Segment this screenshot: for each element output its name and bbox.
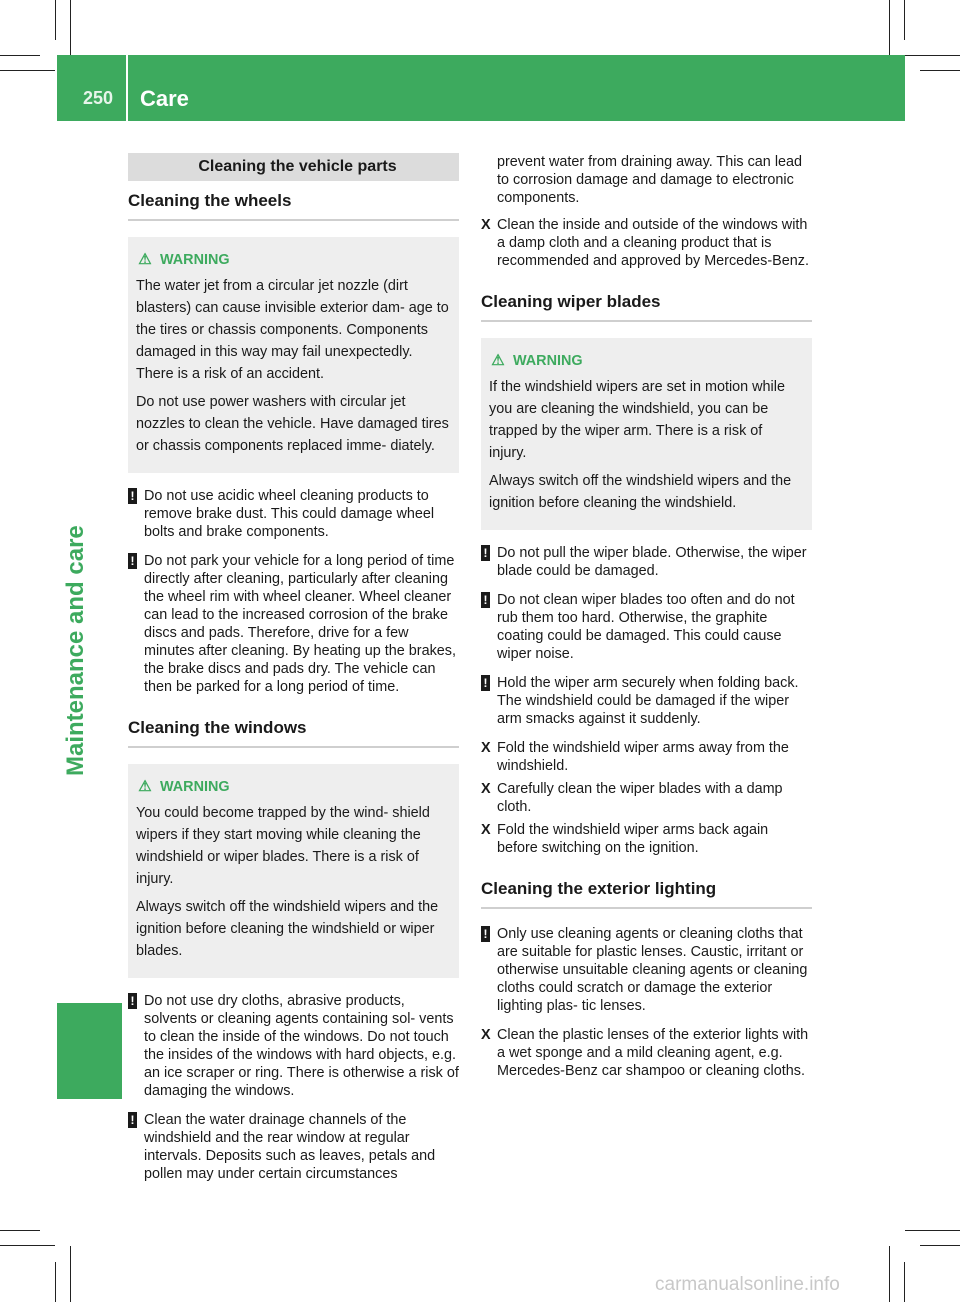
warning-text: You could become trapped by the wind- shield wipers if they start moving while cleaning the windshield or wiper blades. There is a risk of injury.	[136, 805, 430, 887]
header-divider	[126, 55, 128, 121]
crop-mark	[55, 1262, 56, 1302]
warning-triangle-icon: ⚠	[491, 352, 505, 369]
crop-mark	[904, 0, 905, 40]
warning-label: WARNING	[160, 779, 230, 795]
crop-mark	[70, 0, 71, 55]
step-item	[481, 739, 812, 775]
crop-mark	[0, 55, 40, 56]
step-item	[481, 216, 812, 270]
note-item	[128, 552, 459, 696]
subheading-wiper-blades: Cleaning wiper blades	[481, 292, 812, 322]
step-arrow-icon: X	[481, 1027, 491, 1043]
warning-text: The water jet from a circular jet nozzle (dirt blasters) can cause invisible exterior dam- age to the tires or chassis components. Components damaged in this way may fail unexpectedly. There is a risk of an accident.	[136, 278, 449, 382]
side-tab-label: Maintenance and care	[62, 525, 89, 776]
warning-box	[128, 237, 459, 473]
watermark-text: carmanualsonline.info	[655, 1274, 840, 1295]
step-item	[481, 780, 812, 816]
crop-mark	[905, 55, 960, 56]
note-text: Only use cleaning agents or cleaning cloths that are suitable for plastic lenses. Caustic, irritant or otherwise unsuitable cleaning agents or cleaning cloths could scratch or damage the exterior lighting plas- tic lenses.	[497, 926, 808, 1014]
exclamation-icon: !	[481, 926, 490, 942]
warning-triangle-icon: ⚠	[138, 251, 152, 268]
step-arrow-icon: X	[481, 781, 491, 797]
warning-text: Always switch off the windshield wipers and the ignition before cleaning the windshield or wiper blades.	[136, 899, 439, 959]
note-item	[128, 487, 459, 541]
left-column	[128, 153, 459, 1194]
note-item	[481, 544, 812, 580]
crop-mark	[0, 70, 55, 71]
note-item	[481, 925, 812, 1015]
note-item	[481, 591, 812, 663]
crop-mark	[905, 1230, 960, 1231]
crop-mark	[904, 1262, 905, 1302]
step-text: Fold the windshield wiper arms away from the windshield.	[497, 740, 789, 774]
crop-mark	[70, 1246, 71, 1302]
section-heading: Cleaning the vehicle parts	[128, 153, 459, 181]
crop-mark	[889, 1246, 890, 1302]
crop-mark	[55, 0, 56, 40]
warning-label: WARNING	[513, 353, 583, 369]
continued-text: prevent water from draining away. This can lead to corrosion damage and damage to electronic components.	[497, 154, 803, 206]
step-text: Fold the windshield wiper arms back again before switching on the ignition.	[497, 822, 769, 856]
exclamation-icon: !	[128, 553, 137, 569]
warning-title	[489, 350, 802, 372]
subheading-windows: Cleaning the windows	[128, 718, 459, 748]
crop-mark	[920, 70, 960, 71]
crop-mark	[889, 0, 890, 55]
warning-text: Always switch off the windshield wipers and the ignition before cleaning the windshield.	[489, 473, 792, 511]
note-item	[128, 1111, 459, 1183]
exclamation-icon: !	[481, 675, 490, 691]
note-text: Do not use dry cloths, abrasive products, solvents or cleaning agents containing sol- vents to clean the inside of the windows. Do not touch the insides of the windows with hard objects, e.g. an ice scraper or ring. There is otherwise a risk of damaging the windows.	[144, 993, 459, 1099]
warning-text: If the windshield wipers are set in motion while you are cleaning the windshield, you can be trapped by the wiper arm. There is a risk of injury.	[489, 379, 785, 461]
note-text: Do not clean wiper blades too often and do not rub them too hard. Otherwise, the graphite coating could be damaged. This could cause wiper noise.	[497, 592, 795, 662]
note-text: Do not pull the wiper blade. Otherwise, the wiper blade could be damaged.	[497, 545, 807, 579]
warning-box	[128, 764, 459, 978]
page-number: 250	[83, 88, 114, 108]
warning-text: Do not use power washers with circular jet nozzles to clean the vehicle. Have damaged tires or chassis components replaced imme- diately.	[136, 394, 449, 454]
note-text: Do not use acidic wheel cleaning products to remove brake dust. This could damage wheel bolts and brake components.	[144, 488, 435, 540]
crop-mark	[0, 1245, 55, 1246]
exclamation-icon: !	[128, 488, 137, 504]
note-item	[481, 674, 812, 728]
step-text: Clean the inside and outside of the windows with a damp cloth and a cleaning product that is recommended and approved by Mercedes-Benz.	[497, 217, 809, 269]
warning-box	[481, 338, 812, 530]
step-text: Clean the plastic lenses of the exterior lights with a wet sponge and a mild cleaning agent, e.g. Mercedes-Benz car shampoo or cleaning cloths.	[497, 1027, 809, 1079]
exclamation-icon: !	[128, 1112, 137, 1128]
warning-title	[136, 249, 449, 271]
step-arrow-icon: X	[481, 822, 491, 838]
step-arrow-icon: X	[481, 740, 491, 756]
warning-label: WARNING	[160, 252, 230, 268]
page-title: Care	[140, 86, 189, 111]
note-text: Hold the wiper arm securely when folding back. The windshield could be damaged if the wiper arm smacks against it suddenly.	[497, 675, 799, 727]
right-column	[481, 153, 812, 1085]
note-text: Do not park your vehicle for a long period of time directly after cleaning, particularly after cleaning the wheel rim with wheel cleaner. Wheel cleaner can lead to the increased corrosion of the brake discs and pads. Therefore, drive for a few minutes after cleaning. By heating up the brakes, the brake discs and pads dry. The vehicle can then be parked for a long period of time.	[144, 553, 456, 695]
step-item	[481, 821, 812, 857]
step-text: Carefully clean the wiper blades with a damp cloth.	[497, 781, 783, 815]
step-item	[481, 1026, 812, 1080]
crop-mark	[0, 1230, 40, 1231]
subheading-wheels: Cleaning the wheels	[128, 191, 459, 221]
exclamation-icon: !	[128, 993, 137, 1009]
note-item	[128, 992, 459, 1100]
subheading-exterior-lighting: Cleaning the exterior lighting	[481, 879, 812, 909]
exclamation-icon: !	[481, 545, 490, 561]
note-text: Clean the water drainage channels of the windshield and the rear window at regular intervals. Deposits such as leaves, petals and pollen may under certain circumstances	[144, 1112, 436, 1182]
crop-mark	[920, 1245, 960, 1246]
side-tab-marker	[57, 1003, 122, 1099]
warning-title	[136, 776, 449, 798]
warning-triangle-icon: ⚠	[138, 778, 152, 795]
exclamation-icon: !	[481, 592, 490, 608]
step-arrow-icon: X	[481, 217, 491, 233]
